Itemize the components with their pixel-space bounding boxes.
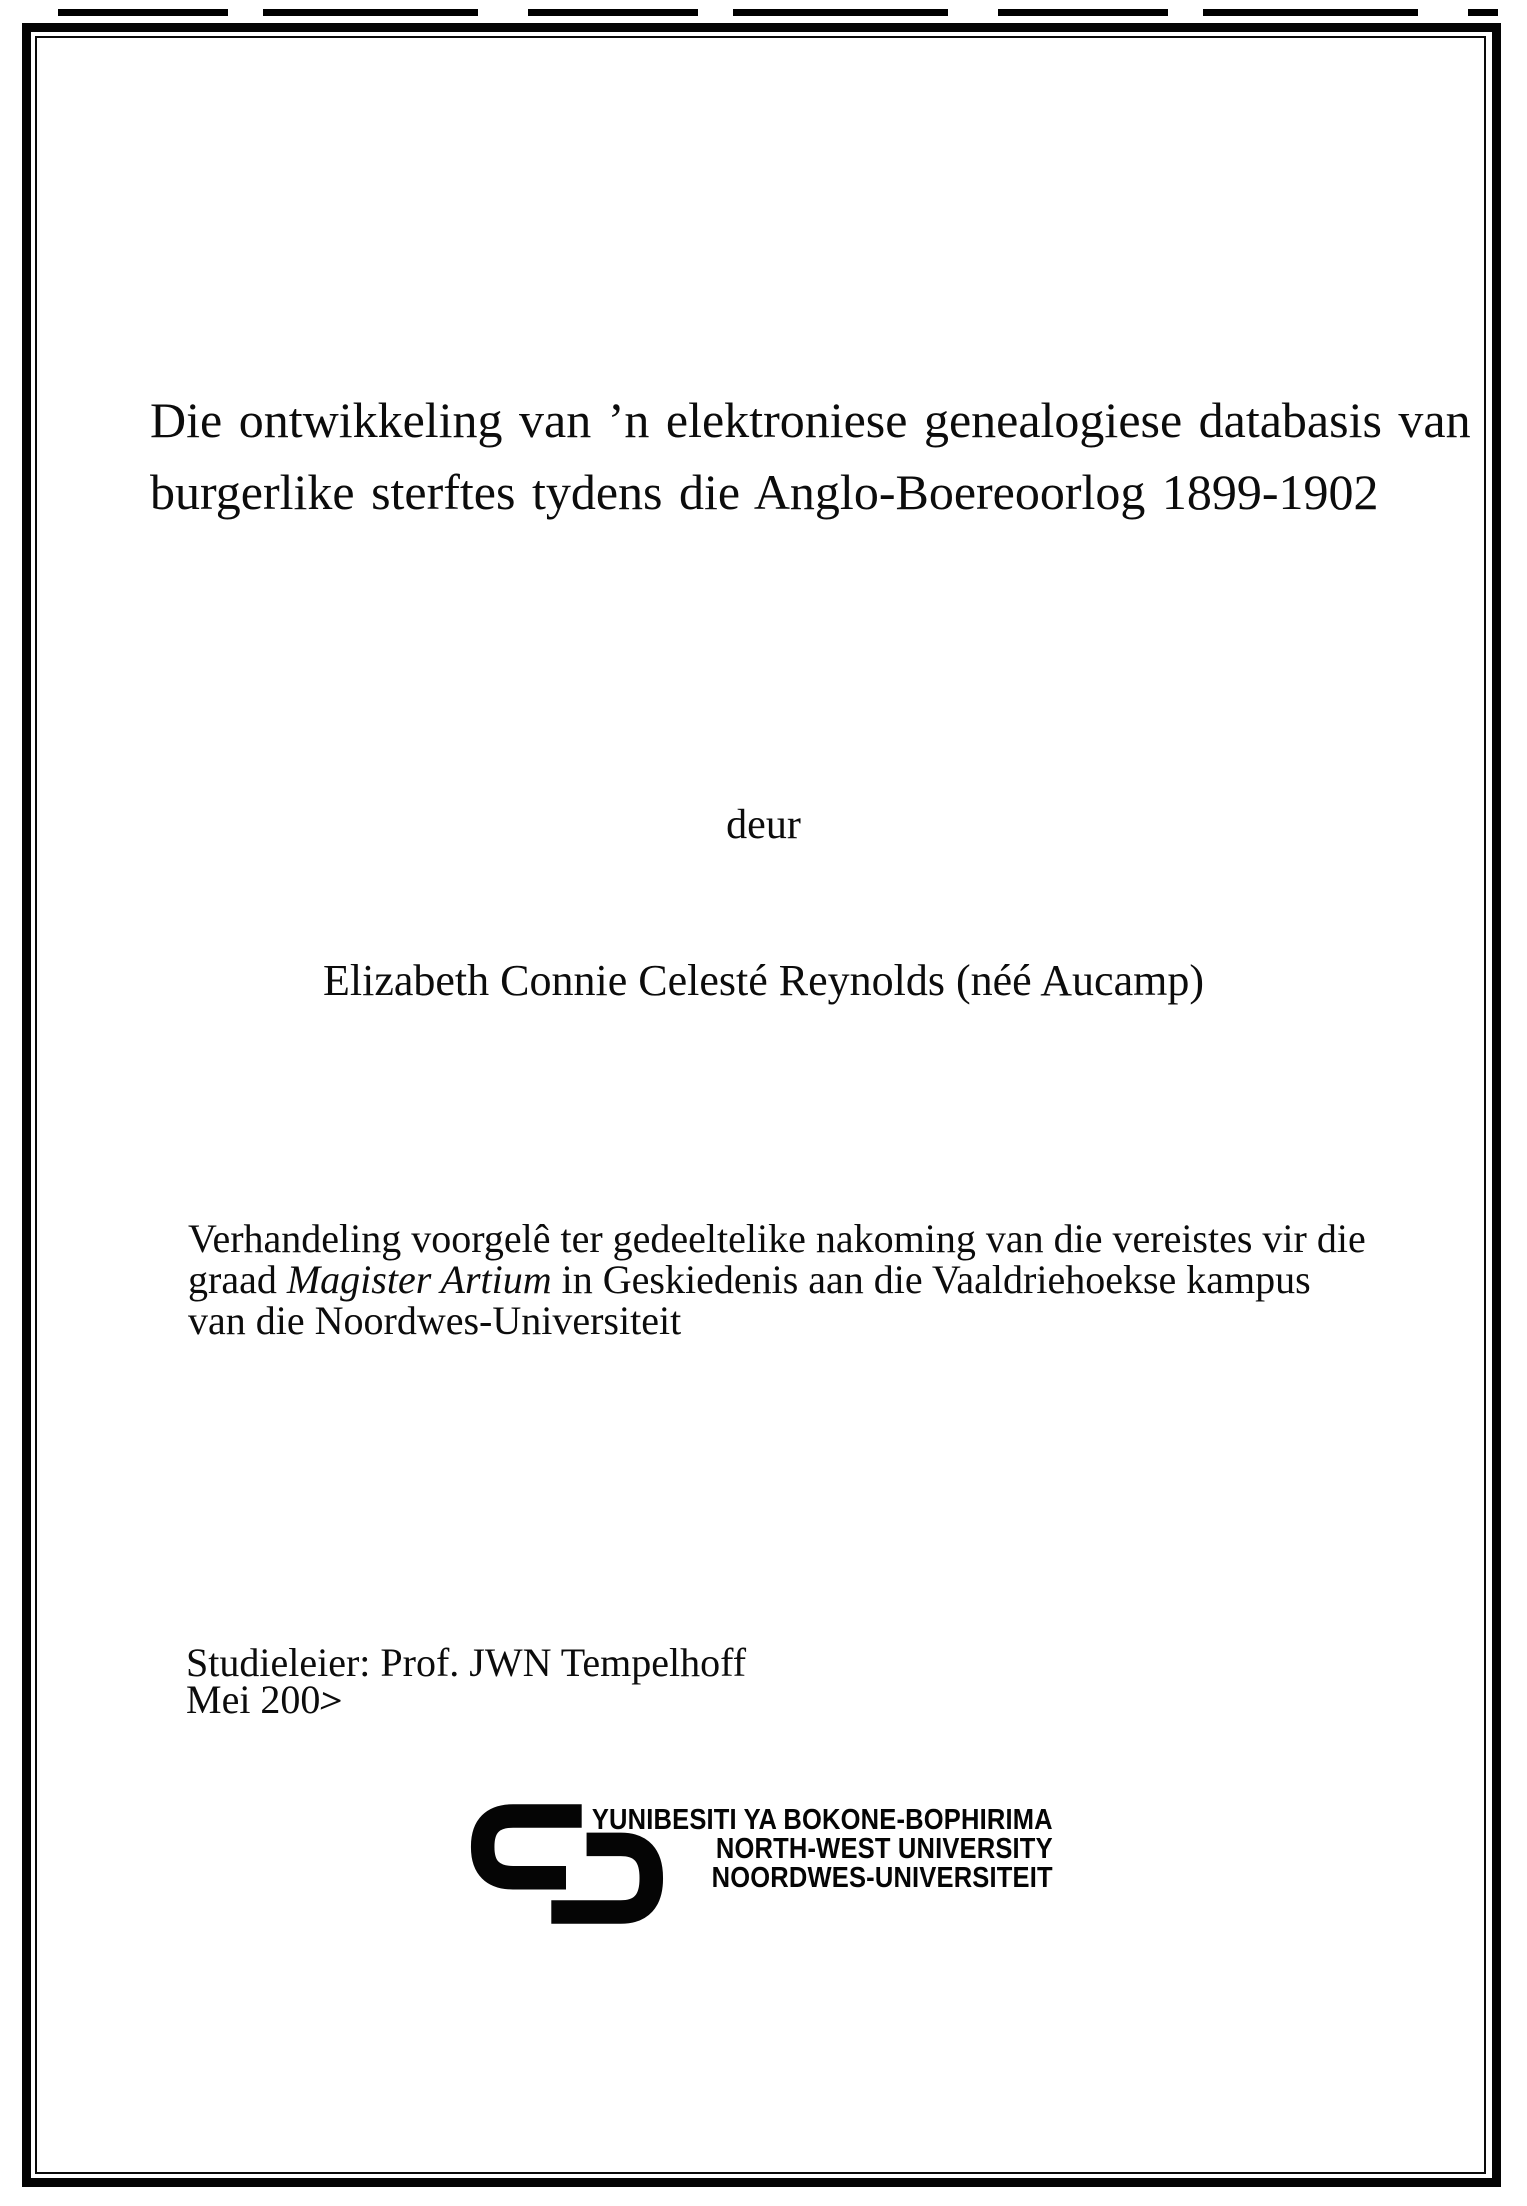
date-final-digit-glyph: > (317, 1680, 344, 1721)
wordmark-line-setswana: YUNIBESITI YA BOKONE-BOPHIRIMA (592, 1804, 1053, 1836)
wordmark-line-english: NORTH-WEST UNIVERSITY (716, 1833, 1053, 1865)
wordmark-line-afrikaans: NOORDWES-UNIVERSITEIT (711, 1862, 1053, 1894)
statement-line-2 (188, 1259, 1336, 1300)
university-wordmark (592, 1806, 1053, 1893)
author-name: Elizabeth Connie Celesté Reynolds (néé Aucamp) (323, 956, 1204, 1005)
statement-line-2-post: in Geskiedenis aan die Vaaldriehoekse kampus (551, 1257, 1311, 1302)
date-prefix: Mei 200 (186, 1677, 321, 1722)
thesis-title-line-2: burgerlike sterftes tydens die Anglo-Boereoorlog 1899-1902 (150, 464, 1379, 520)
degree-name-italic: Magister Artium (286, 1257, 552, 1302)
thesis-title (150, 384, 1471, 528)
supervisor-line: Studieleier: Prof. JWN Tempelhoff (186, 1640, 747, 1685)
byline-deur: deur (726, 802, 801, 848)
statement-line-1: Verhandeling voorgelê ter gedeeltelike nakoming van die vereistes vir die (188, 1216, 1366, 1261)
statement-line-3: van die Noordwes-Universiteit (188, 1298, 682, 1343)
degree-statement (188, 1216, 1366, 1343)
scan-artifact-top-edge (58, 9, 1498, 16)
supervisor-block (186, 1640, 747, 1722)
thesis-title-line-1: Die ontwikkeling van ’n elektroniese genealogiese databasis van (150, 392, 1471, 448)
statement-line-2-pre: graad (188, 1257, 287, 1302)
date-line (186, 1677, 746, 1722)
